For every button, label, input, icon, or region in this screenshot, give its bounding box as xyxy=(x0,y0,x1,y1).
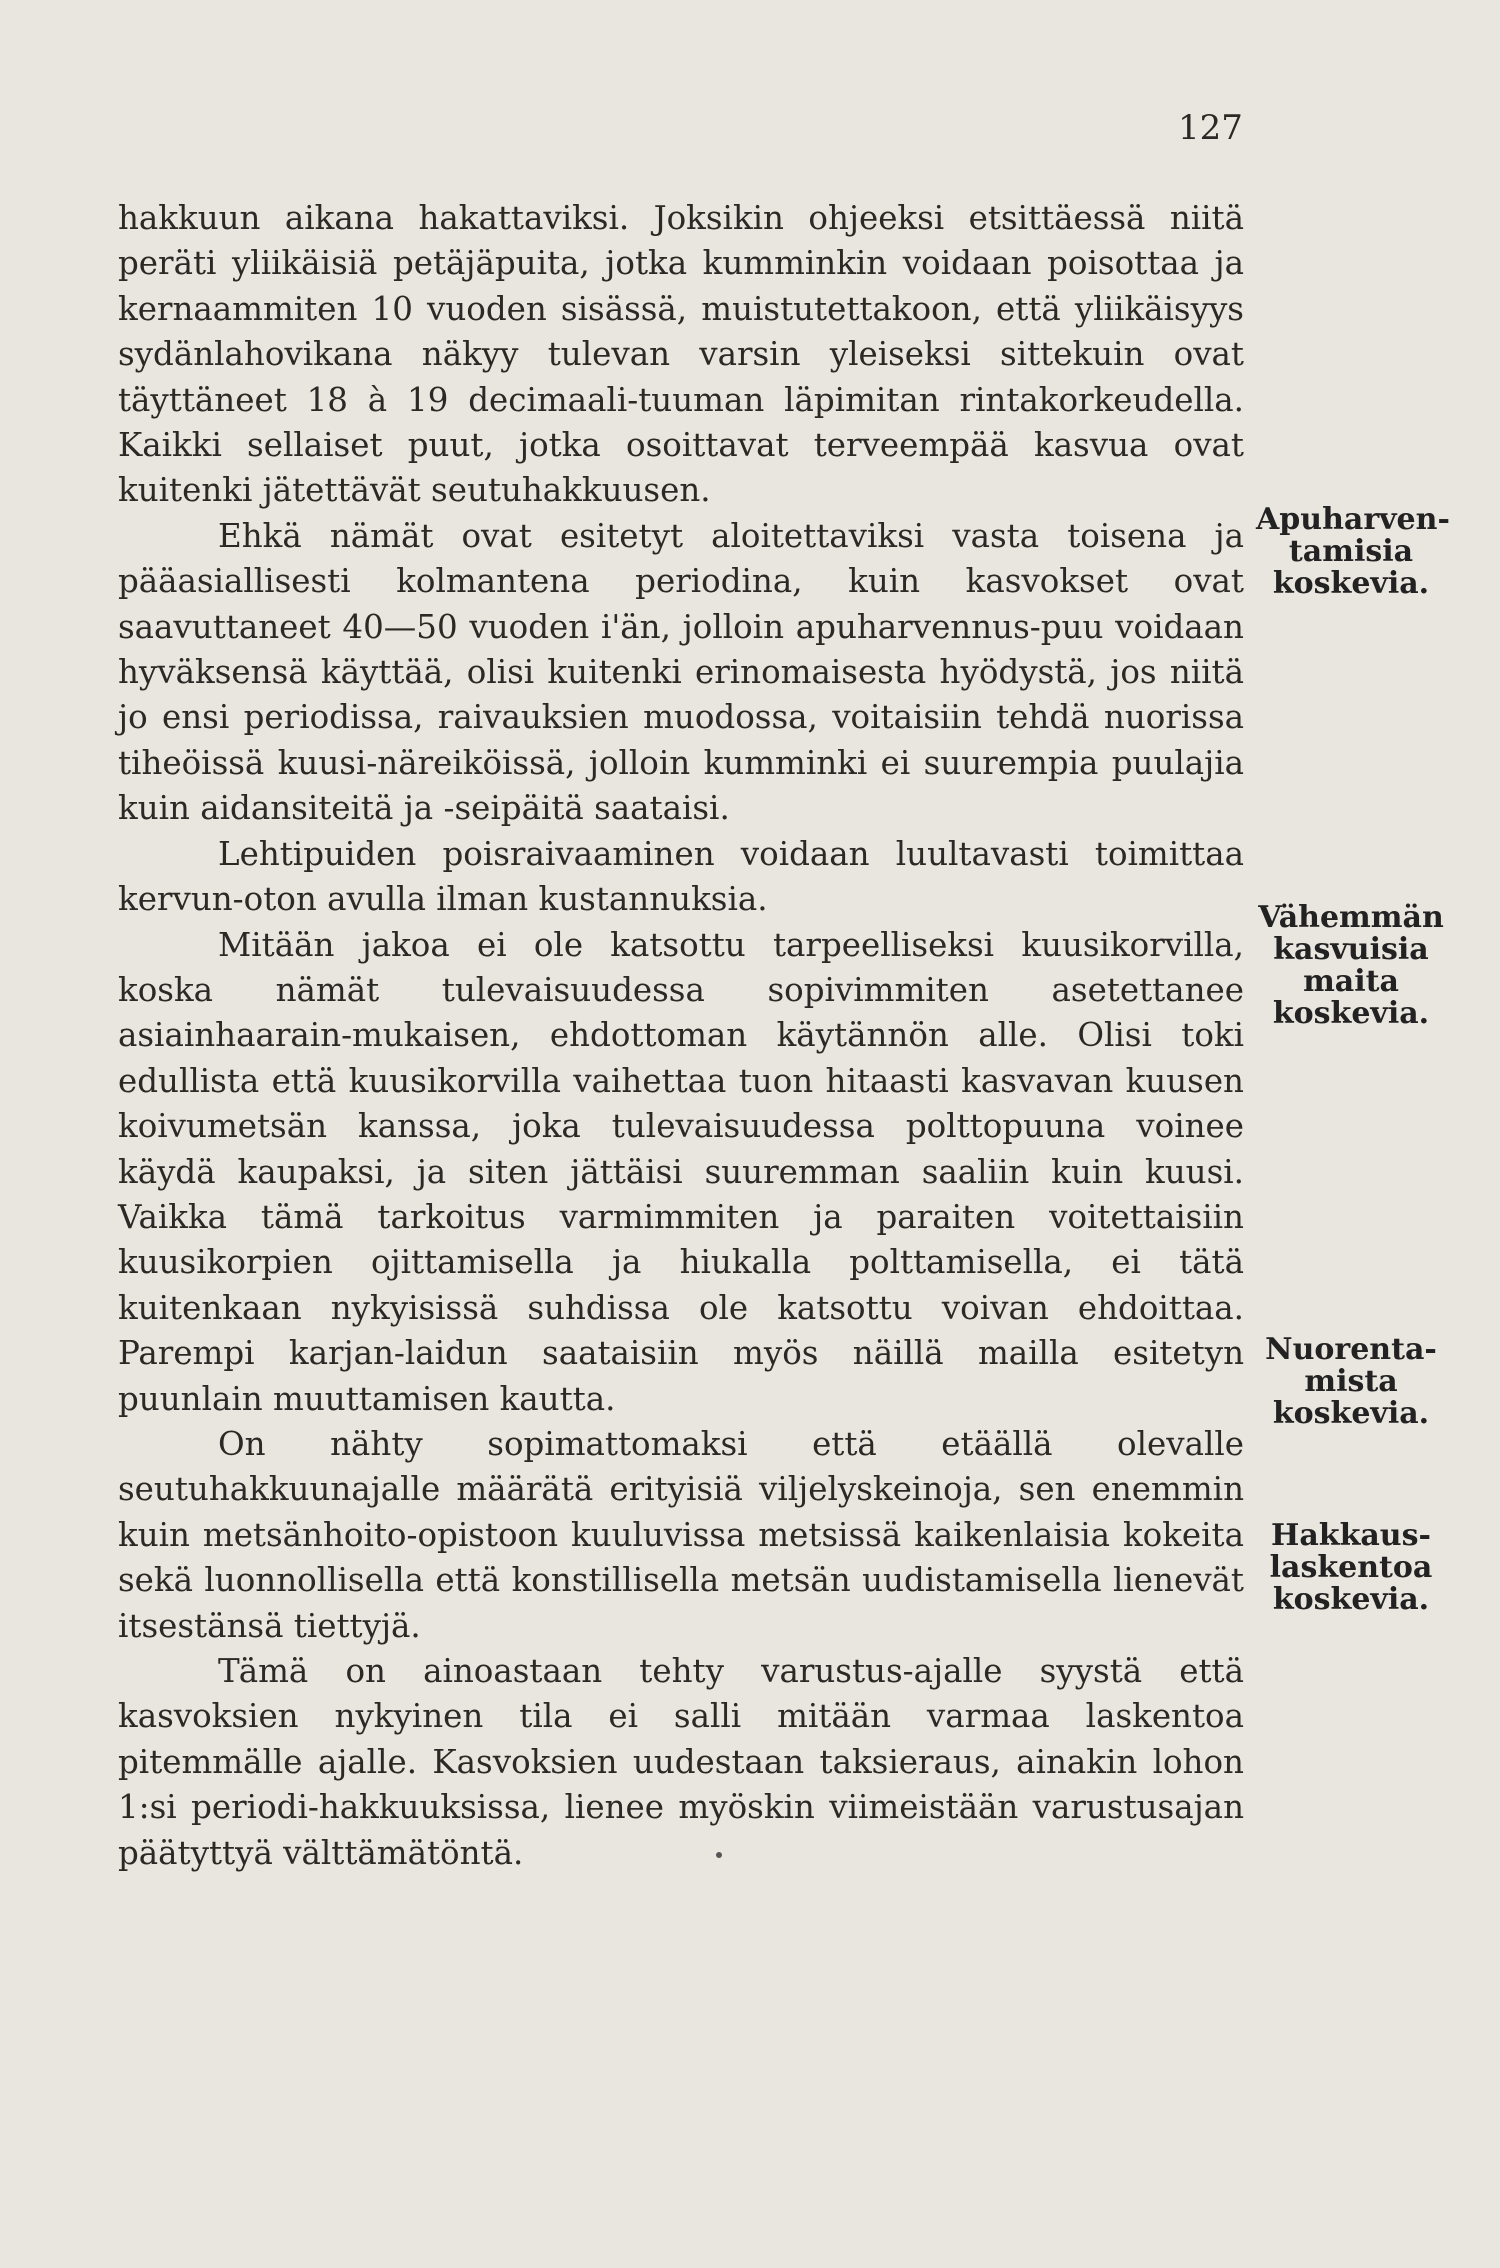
margin-note-line: Nuorenta- xyxy=(1265,1332,1437,1367)
margin-note-line: Hakkaus- xyxy=(1271,1518,1431,1553)
margin-note-line: Vähemmän xyxy=(1258,900,1444,935)
margin-note-line: tamisia xyxy=(1288,534,1414,569)
margin-note-apuharvennus xyxy=(1256,502,1450,601)
margin-note-line: koskevia. xyxy=(1272,566,1430,601)
margin-note-line: koskevia. xyxy=(1272,1582,1430,1617)
margin-note-hakkauslaskentoa xyxy=(1256,1520,1446,1616)
margin-note-line: koskevia. xyxy=(1272,996,1430,1031)
page-number: 127 xyxy=(1178,108,1243,148)
paragraph-3: Lehtipuiden poisraivaaminen voidaan luultavasti toimittaa kervun-oton avulla ilman kustannuksia. xyxy=(118,834,1244,919)
paragraph-1: hakkuun aikana hakattaviksi. Joksikin ohjeeksi etsittäessä niitä peräti yliikäisiä petäjäpuita, jotka kumminkin voidaan poisottaa ja kernaammiten 10 vuoden sisässä, muistutettakoon, että yliikäisyys sydänlahovikana näkyy tulevan varsin yleiseksi sittekuin ovat täyttäneet 18 à 19 decimaali-tuuman läpimitan rintakorkeudella. Kaikki sellaiset puut, jotka osoittavat terveempää kasvua ovat kuitenki jätettävät seutuhakkuusen. xyxy=(118,199,1244,510)
paragraph-6: Tämä on ainoastaan tehty varustus-ajalle syystä että kasvoksien nykyinen tila ei salli mitään varmaa laskentoa pitemmälle ajalle. Kasvoksien uudestaan taksieraus, ainakin lohon 1:si periodi-hakkuuksissa, lienee myöskin viimeistään varustusajan päätyttyä välttämätöntä. xyxy=(118,1652,1244,1872)
paragraph-4: Mitään jakoa ei ole katsottu tarpeelliseksi kuusikorvilla, koska nämät tulevaisuudessa sopivimmiten asetettanee asiainhaarain-mukaisen, ehdottoman käytännön alle. Olisi toki edullista että kuusikorvilla vaihettaa tuon hitaasti kasvavan kuusen koivumetsän kanssa, joka tulevaisuudessa polttopuuna voinee käydä kaupaksi, ja siten jättäisi suuremman saaliin kuin kuusi. Vaikka tämä tarkoitus varmimmiten ja paraiten voitettaisiin kuusikorpien ojittamisella ja hiukalla polttamisella, ei tätä kuitenkaan nykyisissä suhdissa ole katsottu voivan ehdoittaa. Parempi karjan-laidun saataisiin myös näillä mailla esitetyn puunlain muuttamisen kautta. xyxy=(118,925,1244,1418)
margin-note-line: kasvuisia xyxy=(1273,932,1429,967)
margin-note-nuorentamista xyxy=(1256,1334,1446,1430)
margin-note-line: mista xyxy=(1304,1364,1398,1399)
print-speck xyxy=(716,1852,722,1858)
margin-note-line: maita xyxy=(1303,964,1399,999)
margin-note-line: koskevia. xyxy=(1272,1396,1430,1431)
margin-note-kasvuisia-maita xyxy=(1256,902,1446,1030)
margin-note-line: Apuharven- xyxy=(1256,502,1450,537)
paragraph-5: On nähty sopimattomaksi että etäällä olevalle seutuhakkuunajalle määrätä erityisiä viljelyskeinoja, sen enemmin kuin metsänhoito-opistoon kuuluvissa metsissä kaikenlaisia kokeita sekä luonnollisella että konstillisella metsän uudistamisella lienevät itsestänsä tiettyjä. xyxy=(118,1424,1244,1645)
body-text xyxy=(118,196,1244,1876)
paragraph-2: Ehkä nämät ovat esitetyt aloitettaviksi vasta toisena ja pääasiallisesti kolmantena periodina, kuin kasvokset ovat saavuttaneet 40—50 vuoden i'än, jolloin apuharvennus-puu voidaan hyväksensä käyttää, olisi kuitenki erinomaisesta hyödystä, jos niitä jo ensi periodissa, raivauksien muodossa, voitaisiin tehdä nuorissa tiheöissä kuusi-näreiköissä, jolloin kumminki ei suurempia puulajia kuin aidansiteitä ja -seipäitä saataisi. xyxy=(118,516,1244,828)
margin-note-line: laskentoa xyxy=(1269,1550,1433,1585)
